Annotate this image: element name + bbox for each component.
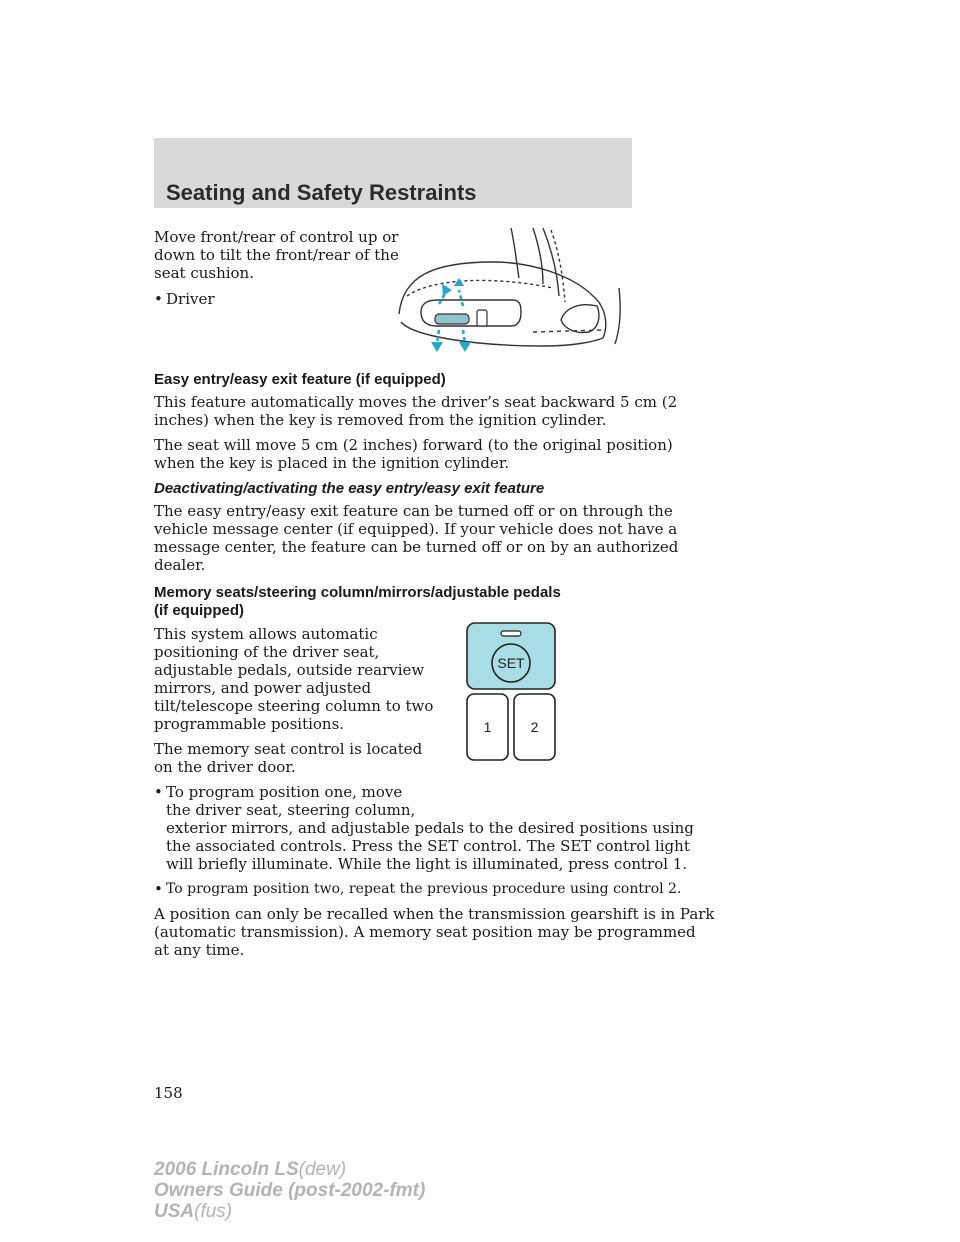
memory-para3-line3: at any time. — [154, 941, 245, 959]
seat-cushion-control-illustration — [393, 226, 625, 354]
bullet-dot: • — [154, 880, 163, 898]
footer-market-code: (fus) — [194, 1201, 233, 1222]
memory-para1-line6: programmable positions. — [154, 715, 345, 733]
tilt-text-line-3: seat cushion. — [154, 264, 254, 282]
memory-heading-line1: Memory seats/steering column/mirrors/adjustable pedals — [154, 584, 561, 601]
tilt-text-line-1: Move front/rear of control up or — [154, 228, 399, 246]
memory-bullet1-line5: will briefly illuminate. While the light is illuminated, press control 1. — [166, 855, 688, 873]
memory-bullet1-line4: the associated controls. Press the SET control. The SET control light — [166, 837, 690, 855]
tilt-text-line-2: down to tilt the front/rear of the — [154, 246, 399, 264]
memory-para2-line2: on the driver door. — [154, 758, 296, 776]
memory-button-2-label: 2 — [530, 719, 539, 735]
memory-para3-line2: (automatic transmission). A memory seat position may be programmed — [154, 923, 696, 941]
easy-entry-para3-line3: message center, the feature can be turned off or on by an authorized — [154, 538, 679, 556]
memory-heading-line2: (if equipped) — [154, 602, 244, 619]
easy-entry-subheading: Deactivating/activating the easy entry/easy exit feature — [154, 480, 545, 497]
memory-para3-line1: A position can only be recalled when the transmission gearshift is in Park — [154, 905, 715, 923]
memory-bullet1-line1: To program position one, move — [166, 783, 403, 801]
easy-entry-para2-line2: when the key is placed in the ignition cylinder. — [154, 454, 510, 472]
page-header-title: Seating and Safety Restraints — [166, 180, 477, 205]
easy-entry-para1-line2: inches) when the key is removed from the ignition cylinder. — [154, 411, 607, 429]
memory-bullet2: To program position two, repeat the previous procedure using control 2. — [166, 881, 682, 897]
easy-entry-para1-line1: This feature automatically moves the driver’s seat backward 5 cm (2 — [154, 393, 678, 411]
footer-guide: Owners Guide (post-2002-fmt) — [154, 1180, 426, 1201]
memory-para1-line2: positioning of the driver seat, — [154, 643, 380, 661]
memory-bullet1-line3: exterior mirrors, and adjustable pedals to the desired positions using — [166, 819, 694, 837]
easy-entry-para2-line1: The seat will move 5 cm (2 inches) forward (to the original position) — [154, 436, 673, 454]
memory-para1-line4: mirrors, and power adjusted — [154, 679, 372, 697]
bullet-dot: • — [154, 783, 163, 801]
document-footer — [154, 1159, 425, 1222]
memory-button-1-label: 1 — [483, 719, 492, 735]
memory-seat-control-illustration — [466, 621, 558, 763]
memory-para1-line3: adjustable pedals, outside rearview — [154, 661, 425, 679]
page-number: 158 — [154, 1084, 183, 1102]
memory-bullet1-line2: the driver seat, steering column, — [166, 801, 416, 819]
footer-market: USA — [154, 1201, 195, 1222]
set-button-label: SET — [497, 655, 525, 671]
easy-entry-para3-line2: vehicle message center (if equipped). If your vehicle does not have a — [154, 520, 678, 538]
memory-para2-line1: The memory seat control is located — [154, 740, 423, 758]
tilt-bullet-driver: Driver — [166, 290, 215, 308]
easy-entry-para3-line1: The easy entry/easy exit feature can be turned off or on through the — [154, 502, 673, 520]
easy-entry-para3-line4: dealer. — [154, 556, 206, 574]
bullet-dot: • — [154, 290, 163, 308]
memory-para1-line1: This system allows automatic — [154, 625, 378, 643]
footer-model: 2006 Lincoln LS — [154, 1159, 299, 1180]
memory-para1-line5: tilt/telescope steering column to two — [154, 697, 434, 715]
easy-entry-heading: Easy entry/easy exit feature (if equipped) — [154, 371, 446, 388]
footer-model-code: (dew) — [298, 1159, 347, 1180]
